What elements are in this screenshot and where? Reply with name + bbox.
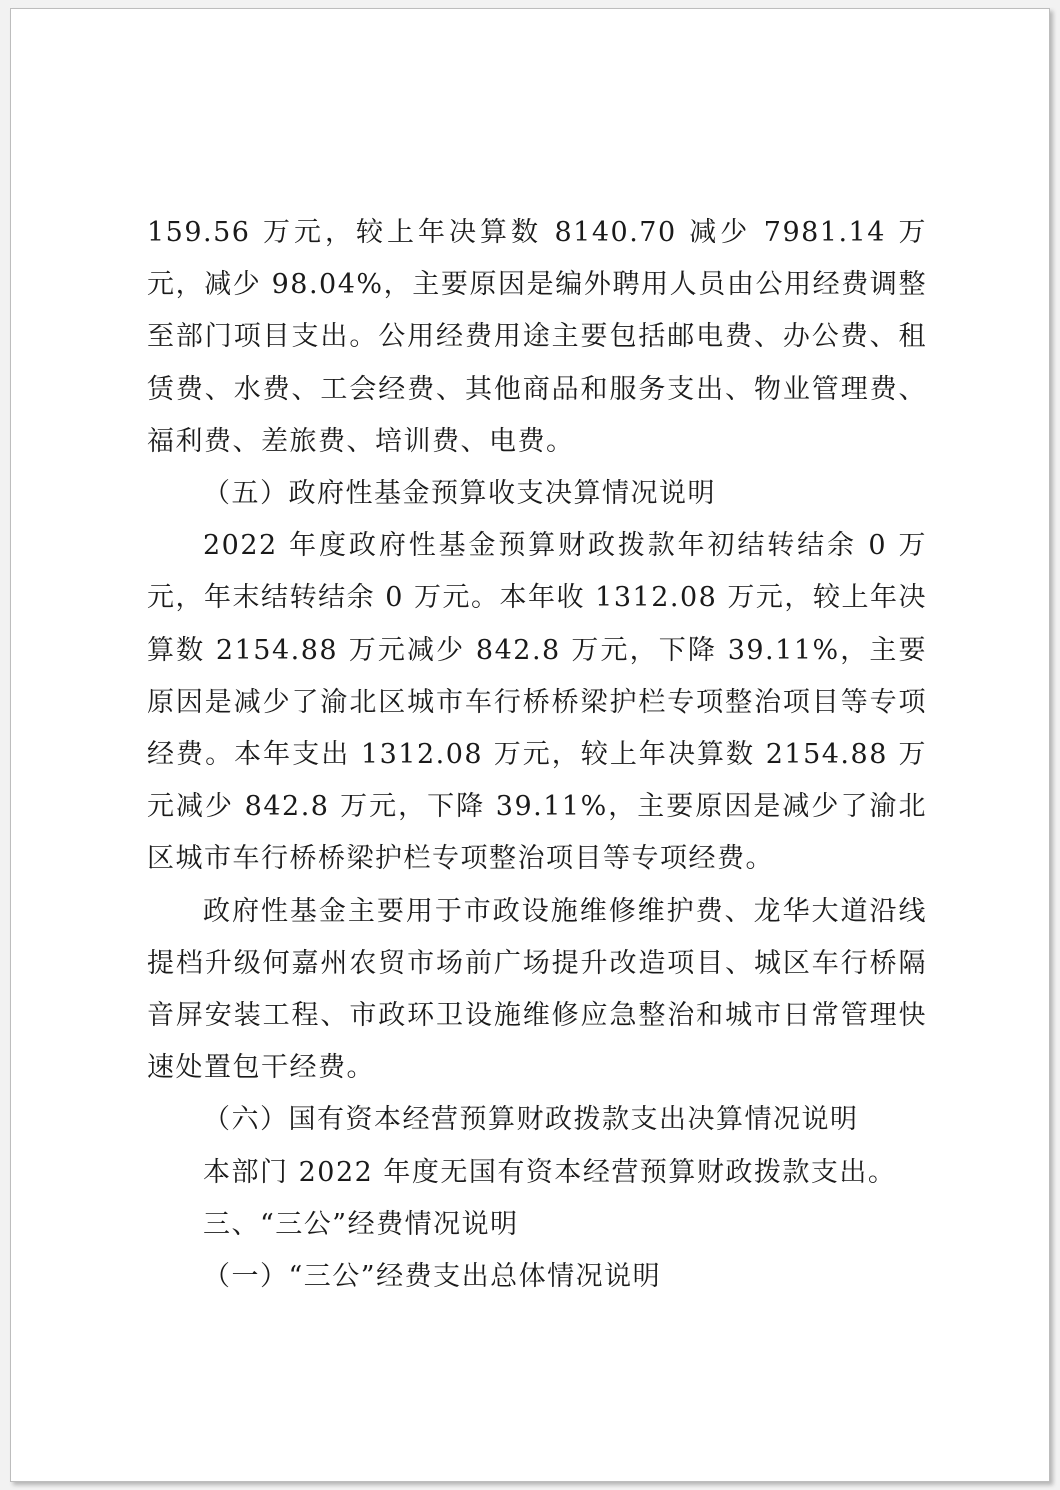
heading-government-fund-budget: （五）政府性基金预算收支决算情况说明 xyxy=(203,478,716,510)
document-page xyxy=(10,8,1050,1482)
paragraph-government-fund-usage: 政府性基金主要用于市政设施维修维护费、龙华大道沿线提档升级何嘉州农贸市场前广场提升改造项目、城区车行桥隔音屏安装工程、市政环卫设施维修应急整治和城市日常管理快速处置包干经费。 xyxy=(147,895,927,1084)
heading-three-public-overview: （一）“三公”经费支出总体情况说明 xyxy=(203,1261,662,1293)
heading-state-capital-budget: （六）国有资本经营预算财政拨款支出决算情况说明 xyxy=(203,1104,859,1136)
paragraph-state-capital-none: 本部门 2022 年度无国有资本经营预算财政拨款支出。 xyxy=(203,1156,897,1188)
paragraph-public-funds-continued: 159.56 万元，较上年决算数 8140.70 减少 7981.14 万元，减少 98.04%，主要原因是编外聘用人员由公用经费调整至部门项目支出。公用经费用途主要包括邮电费、办公费、租赁费、水费、工会经费、其他商品和服务支出、物业管理费、福利费、差旅费、培训费、电费。 xyxy=(147,217,927,457)
paragraph-government-fund-details: 2022 年度政府性基金预算财政拨款年初结转结余 0 万元，年末结转结余 0 万元。本年收 1312.08 万元，较上年决算数 2154.88 万元减少 842.8 万元，下降 39.11%，主要原因是减少了渝北区城市车行桥桥梁护栏专项整治项目等专项经费。本年支出 1312.08 万元，较上年决算数 2154.88 万元减少 842.8 万元，下降 39.11%，主要原因是减少了渝北区城市车行桥桥梁护栏专项整治项目等专项经费。 xyxy=(147,530,927,875)
document-body xyxy=(147,207,927,1303)
heading-three-public-expenses: 三、“三公”经费情况说明 xyxy=(203,1208,519,1240)
